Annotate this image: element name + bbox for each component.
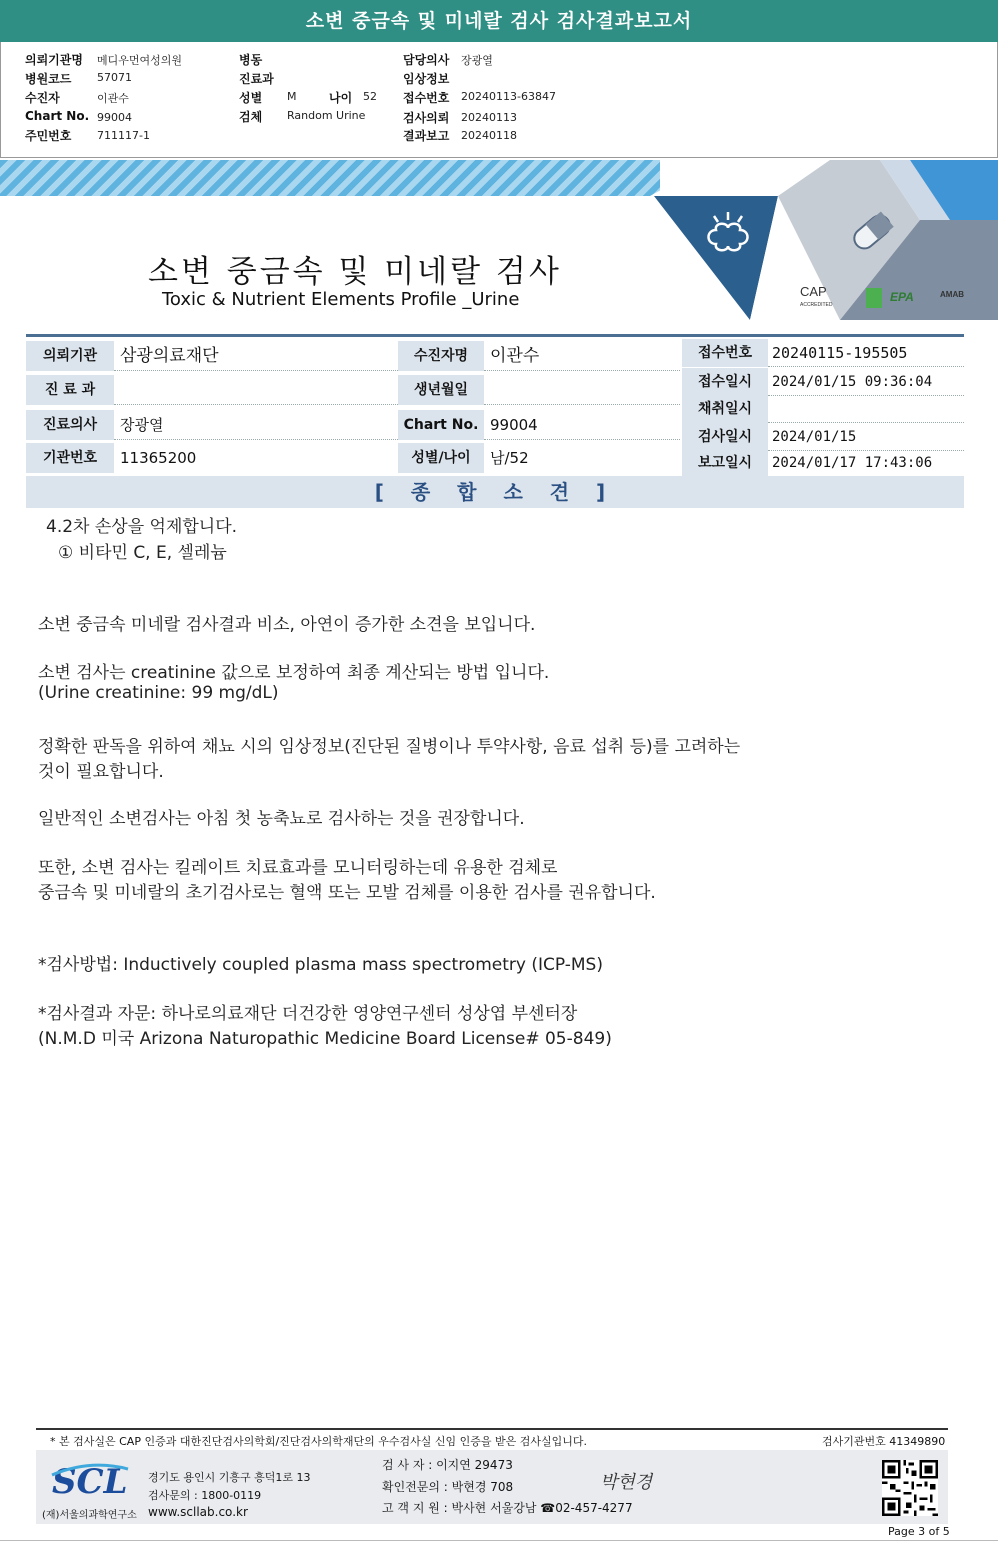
footer-website[interactable]: www.scllab.co.kr [148, 1505, 248, 1519]
report-header-info [0, 42, 998, 158]
value-report-date: 2024/01/17 17:43:06 [772, 455, 933, 471]
scl-logo-swoosh [50, 1463, 130, 1477]
header-label: 병원코드 [25, 72, 72, 86]
footer-institution-code: 검사기관번호 41349890 [822, 1435, 946, 1448]
label-dept: 진 료 과 [26, 375, 114, 405]
header-value: 99004 [97, 111, 132, 124]
footer-accreditation-note: * 본 검사실은 CAP 인증과 대한진단검사의학회/진단검사의학재단의 우수검사실 신임 인증을 받은 검사실입니다. [50, 1435, 588, 1448]
value-reception-date: 2024/01/15 09:36:04 [768, 368, 964, 396]
page-number: Page 3 of 5 [888, 1525, 950, 1538]
header-value: 20240118 [461, 129, 517, 142]
scl-logo-subtitle: (재)서울의과학연구소 [42, 1510, 137, 1521]
body-line: 소변 중금속 미네랄 검사결과 비소, 아연이 증가한 소견을 보입니다. [38, 615, 536, 635]
banner-subtitle: Toxic & Nutrient Elements Profile _Urine [162, 289, 520, 310]
header-label: 병동 [239, 53, 263, 67]
value-chart-no: 99004 [484, 410, 680, 440]
value-institution: 삼광의료재단 [114, 341, 398, 371]
header-value: 52 [363, 90, 377, 103]
body-line: *검사방법: Inductively coupled plasma mass spectrometry (ICP-MS) [38, 955, 603, 975]
footer-address: 경기도 용인시 기흥구 흥덕1로 13 [148, 1471, 311, 1484]
header-label: 의뢰기관명 [25, 53, 83, 67]
header-value: M [287, 90, 297, 103]
banner-title: 소변 중금속 및 미네랄 검사 [148, 254, 562, 290]
header-label: 임상정보 [403, 72, 450, 86]
body-line: (Urine creatinine: 99 mg/dL) [38, 683, 279, 703]
label-test-date: 검사일시 [682, 423, 768, 451]
page-bottom-border [0, 1540, 998, 1564]
value-sex-age: 남/52 [490, 449, 529, 467]
label-sex-age: 성별/나이 [398, 443, 484, 473]
patient-info-table [26, 334, 964, 474]
body-line: 정확한 판독을 위하여 채뇨 시의 임상정보(진단된 질병이나 투약사항, 음료 섭취 등)를 고려하는 [38, 737, 741, 757]
footer-confirming-doctor: 확인전문의 : 박현경 708 [382, 1480, 514, 1494]
header-value: 57071 [97, 71, 132, 84]
footer-divider [36, 1428, 948, 1430]
label-chart-no: Chart No. [398, 410, 484, 440]
body-line: 중금속 및 미네랄의 초기검사로는 혈액 또는 모발 검체를 이용한 검사를 권유합니다. [38, 883, 656, 903]
label-patient-name: 수진자명 [398, 341, 484, 371]
header-label: 결과보고 [403, 129, 450, 143]
header-label: 검체 [239, 110, 263, 124]
label-reception-no: 접수번호 [682, 339, 768, 367]
value-doctor: 장광열 [114, 410, 398, 440]
header-label: 진료과 [239, 72, 274, 86]
header-label: 성별 [239, 91, 263, 105]
header-value: 메디우먼여성의원 [97, 54, 183, 67]
footer-tester: 검 사 자 : 이지연 29473 [382, 1458, 513, 1472]
label-institution: 의뢰기관 [26, 341, 114, 371]
body-line: 소변 검사는 creatinine 값으로 보정하여 최종 계산되는 방법 입니다. [38, 663, 550, 683]
amab-logo: AMAB [940, 290, 964, 299]
value-dept [114, 375, 398, 405]
body-line: *검사결과 자문: 하나로의료재단 더건강한 영양연구센터 성상엽 부센터장 [38, 1004, 578, 1024]
body-line: (N.M.D 미국 Arizona Naturopathic Medicine Board License# 05-849) [38, 1029, 612, 1049]
report-title-bar: 소변 중금속 및 미네랄 검사 검사결과보고서 [0, 0, 998, 42]
body-line: ① 비타민 C, E, 셀레늄 [58, 543, 227, 563]
header-label: 수진자 [25, 91, 60, 105]
banner-stripes [0, 160, 660, 196]
label-report-date: 보고일시 [682, 449, 768, 477]
header-value: 장광열 [461, 54, 493, 67]
label-reception-date: 접수일시 [682, 368, 768, 396]
cap-logo: CAP [800, 284, 827, 299]
value-collection-date [768, 395, 964, 423]
value-birth [484, 375, 680, 405]
label-inst-no: 기관번호 [26, 443, 114, 473]
epa-logo: EPA [890, 290, 914, 304]
header-value: Random Urine [287, 109, 366, 122]
header-value: 이관수 [97, 92, 129, 105]
label-collection-date: 채취일시 [682, 395, 768, 423]
cap-accredited-text: ACCREDITED [800, 302, 833, 308]
value-test-date: 2024/01/15 [768, 423, 964, 451]
doctor-signature: 박현경 [600, 1472, 653, 1493]
footer-customer-support: 고 객 지 원 : 박사현 서울강남 ☎02-457-4277 [382, 1501, 633, 1515]
header-value: 711117-1 [97, 129, 150, 142]
value-patient-name: 이관수 [484, 341, 680, 371]
header-value: 20240113-63847 [461, 90, 556, 103]
header-label: 나이 [329, 91, 353, 105]
value-inst-no: 11365200 [120, 449, 197, 467]
body-line: 또한, 소변 검사는 킬레이트 치료효과를 모니터링하는데 유용한 검체로 [38, 858, 558, 878]
body-line: 4.2차 손상을 억제합니다. [46, 517, 238, 537]
body-line: 일반적인 소변검사는 아침 첫 농축뇨로 검사하는 것을 권장합니다. [38, 809, 525, 829]
summary-heading: [ 종 합 소 견 ] [26, 476, 964, 508]
value-reception-no: 20240115-195505 [768, 339, 964, 367]
banner-graphic [650, 160, 998, 320]
scl-logo: SCL [52, 1462, 128, 1502]
header-label: 접수번호 [403, 91, 450, 105]
label-doctor: 진료의사 [26, 410, 114, 440]
body-line: 것이 필요합니다. [38, 762, 164, 782]
label-birth: 생년월일 [398, 375, 484, 405]
qr-code-icon [882, 1460, 938, 1516]
header-value: 20240113 [461, 111, 517, 124]
footer-phone: 검사문의 : 1800-0119 [148, 1489, 262, 1502]
header-label: Chart No. [25, 109, 90, 123]
header-label: 담당의사 [403, 53, 450, 67]
header-label: 검사의뢰 [403, 111, 450, 125]
lm-logo [866, 288, 882, 308]
header-label: 주민번호 [25, 129, 72, 143]
